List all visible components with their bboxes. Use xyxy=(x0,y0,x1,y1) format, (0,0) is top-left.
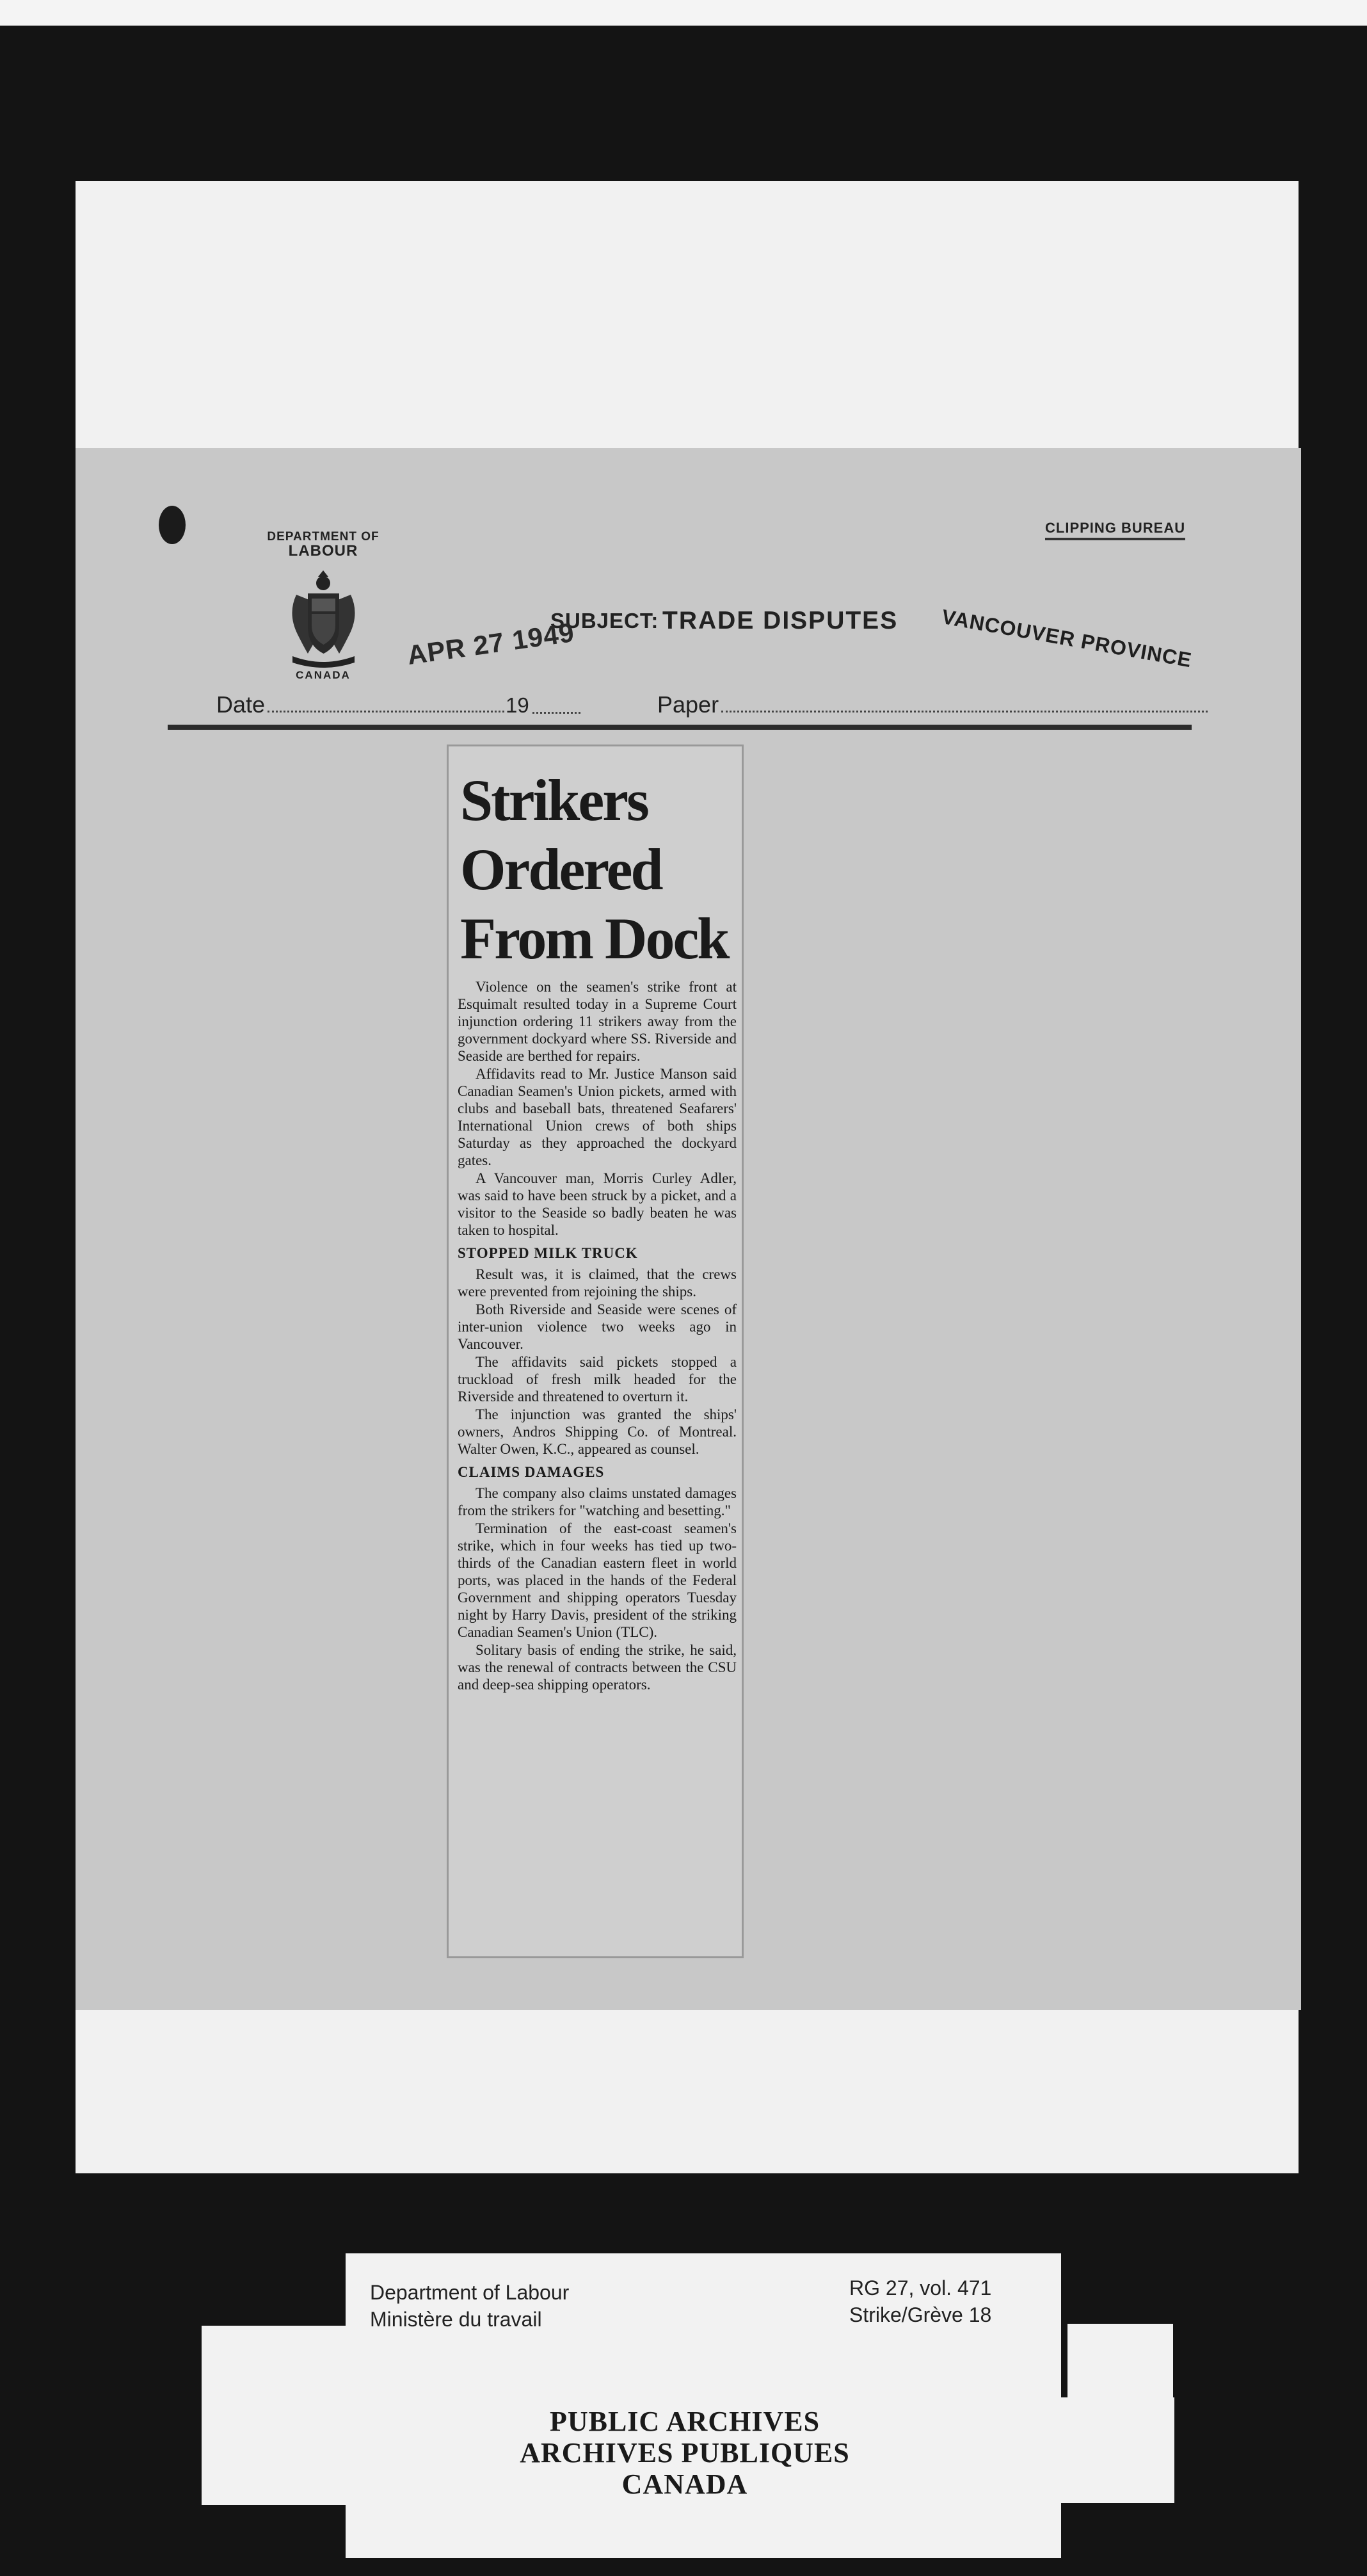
date-stamp: APR 27 1949 xyxy=(405,616,577,671)
article-paragraph: Affidavits read to Mr. Justice Manson said Canadian Seamen's Union pickets, armed with clubs and baseball bats, threatened Seafarers' International Union crews of both ships Saturday as they approached the dockyard gates. xyxy=(458,1066,737,1168)
punch-hole xyxy=(159,506,186,544)
header-rule xyxy=(168,725,1192,730)
article-paragraph: Both Riverside and Seaside were scenes of inter-union violence two weeks ago in Vancouver. xyxy=(458,1301,737,1352)
subject-label: SUBJECT: xyxy=(550,609,659,632)
clipping-bureau-label: CLIPPING BUREAU xyxy=(1045,520,1185,540)
article-paragraph: The injunction was granted the ships' owners, Andros Shipping Co. of Montreal. Walter Owen, K.C., appeared as counsel. xyxy=(458,1406,737,1457)
paper-label: Paper xyxy=(657,691,719,718)
headline-line-1: Strikers xyxy=(460,768,648,833)
country-label: CANADA xyxy=(296,669,351,681)
department-heading xyxy=(259,530,387,558)
public-archives-title: PUBLIC ARCHIVES xyxy=(549,2406,820,2437)
date-dotted-line xyxy=(268,711,504,712)
headline-line-3: From Dock xyxy=(460,906,728,971)
archive-department-fr: Ministère du travail xyxy=(370,2308,542,2331)
article-paragraph: The company also claims unstated damages from the strikers for "watching and besetting." xyxy=(458,1485,737,1518)
article-paragraph: The affidavits said pickets stopped a truckload of fresh milk headed for the Riverside and threatened to overturn it. xyxy=(458,1354,737,1405)
article-paragraph: Violence on the seamen's strike front at Esquimalt resulted today in a Supreme Court injunction ordering 11 strikers away from the government dockyard where SS. Riverside and Seaside are berthed for repairs. xyxy=(458,979,737,1064)
paper-field xyxy=(657,691,1208,718)
department-line-2: LABOUR xyxy=(288,542,358,559)
archive-department-en: Department of Labour xyxy=(370,2281,570,2304)
article-paragraph: Result was, it is claimed, that the crews were prevented from rejoining the ships. xyxy=(458,1266,737,1300)
headline xyxy=(449,746,742,973)
year-dotted-line xyxy=(532,712,580,714)
coat-of-arms-icon xyxy=(284,567,364,669)
department-line-1: DEPARTMENT OF xyxy=(267,530,380,543)
archive-strike-ref: Strike/Grève 18 xyxy=(849,2303,992,2326)
date-field xyxy=(216,691,507,718)
article-paragraph: Solitary basis of ending the strike, he said, was the renewal of contracts between the CSU and deep-sea shipping operators. xyxy=(458,1642,737,1693)
year-label: 19 xyxy=(506,693,529,717)
headline-line-2: Ordered xyxy=(460,837,662,902)
article-body xyxy=(449,973,742,1693)
newspaper-clipping xyxy=(447,745,744,1958)
date-label: Date xyxy=(216,691,266,718)
paper-dotted-line xyxy=(721,711,1208,712)
article-paragraph: Termination of the east-coast seamen's strike, which in four weeks has tied up two-thirds of the Canadian eastern fleet in world ports, was placed in the hands of the Federal Government and shipping operators Tuesday night by Harry Davis, president of the striking Canadian Seamen's Union (TLC). xyxy=(458,1520,737,1640)
subject-value: TRADE DISPUTES xyxy=(662,607,899,634)
archive-volume-ref: RG 27, vol. 471 xyxy=(849,2276,992,2299)
archives-country: CANADA xyxy=(621,2468,748,2500)
article-subheading: CLAIMS DAMAGES xyxy=(458,1464,605,1480)
article-subheading: STOPPED MILK TRUCK xyxy=(458,1245,638,1261)
article-paragraph: A Vancouver man, Morris Curley Adler, was said to have been struck by a picket, and a visitor to the Seaside so badly beaten he was taken to hospital. xyxy=(458,1170,737,1238)
film-frame-top-edge xyxy=(0,0,1367,26)
archives-publiques-title: ARCHIVES PUBLIQUES xyxy=(520,2437,850,2468)
newspaper-stamp: VANCOUVER PROVINCE xyxy=(939,605,1194,672)
